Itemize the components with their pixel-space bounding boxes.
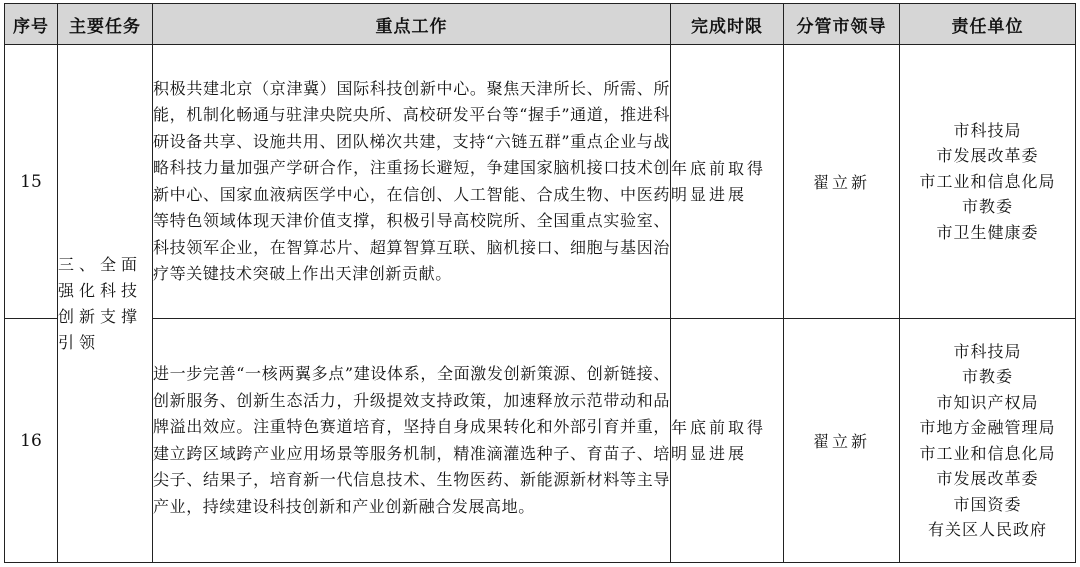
unit-name: 市发展改革委 [936, 469, 1039, 488]
unit-name: 市教委 [961, 367, 1013, 386]
row-seq: 16 [5, 319, 58, 563]
header-seq: 序号 [5, 4, 58, 45]
header-deadline: 完成时限 [671, 4, 784, 45]
row-work: 进一步完善“一核两翼多点”建设体系，全面激发创新策源、创新链接、创新服务、创新生态活力，升级提效支持政策，加速释放示范带动和品牌溢出效应。注重特色赛道培育，坚持自身成果转化和外部引育并重，建立跨区域跨产业应用场景等服务机制，精准滴灌选种子、育苗子、培尖子、结果子，培育新一代信息技术、生物医药、新能源新材料等主导产业，持续建设科技创新和产业创新融合发展高地。 [153, 319, 671, 563]
unit-name: 市发展改革委 [936, 146, 1039, 166]
unit-name: 市科技局 [953, 120, 1022, 140]
row-seq: 15 [5, 45, 58, 319]
unit-name: 有关区人民政府 [927, 520, 1047, 539]
row-deadline: 年底前取得明显进展 [671, 319, 784, 563]
unit-name: 市地方金融管理局 [919, 418, 1056, 437]
row-units [900, 45, 1076, 319]
unit-name: 市国资委 [953, 494, 1022, 514]
row-work: 积极共建北京（京津冀）国际科技创新中心。聚焦天津所长、所需、所能，机制化畅通与驻津央院央所、高校研发平台等“握手”通道，推进科研设备共享、设施共用、团队梯次共建，支持“六链五群”重点企业与战略科技力量加强产学研合作，注重扬长避短，争建国家脑机接口技术创新中心、国家血液病医学中心，在信创、人工智能、合成生物、中医药等特色领域体现天津价值支撑，积极引导高校院所、全国重点实验室、科技领军企业，在智算芯片、超算智算互联、脑机接口、细胞与基因治疗等关键技术突破上作出天津创新贡献。 [153, 45, 671, 319]
unit-name: 市工业和信息化局 [919, 171, 1056, 191]
unit-name: 市卫生健康委 [936, 222, 1039, 242]
task-table [4, 3, 1076, 563]
header-leader: 分管市领导 [784, 4, 900, 45]
row-units [900, 319, 1076, 563]
row-deadline: 年底前取得明显进展 [671, 45, 784, 319]
header-unit: 责任单位 [900, 4, 1076, 45]
unit-name: 市知识产权局 [936, 392, 1039, 412]
task-group: 三、全面强化科技创新支撑引领 [58, 45, 153, 563]
unit-name: 市科技局 [953, 341, 1022, 361]
row-leader: 翟立新 [784, 45, 900, 319]
header-row [5, 4, 1076, 45]
unit-name: 市工业和信息化局 [919, 443, 1056, 463]
header-work: 重点工作 [153, 4, 671, 45]
table-row [5, 45, 1076, 319]
table-row [5, 319, 1076, 563]
header-task: 主要任务 [58, 4, 153, 45]
unit-name: 市教委 [961, 197, 1013, 217]
row-leader: 翟立新 [784, 319, 900, 563]
